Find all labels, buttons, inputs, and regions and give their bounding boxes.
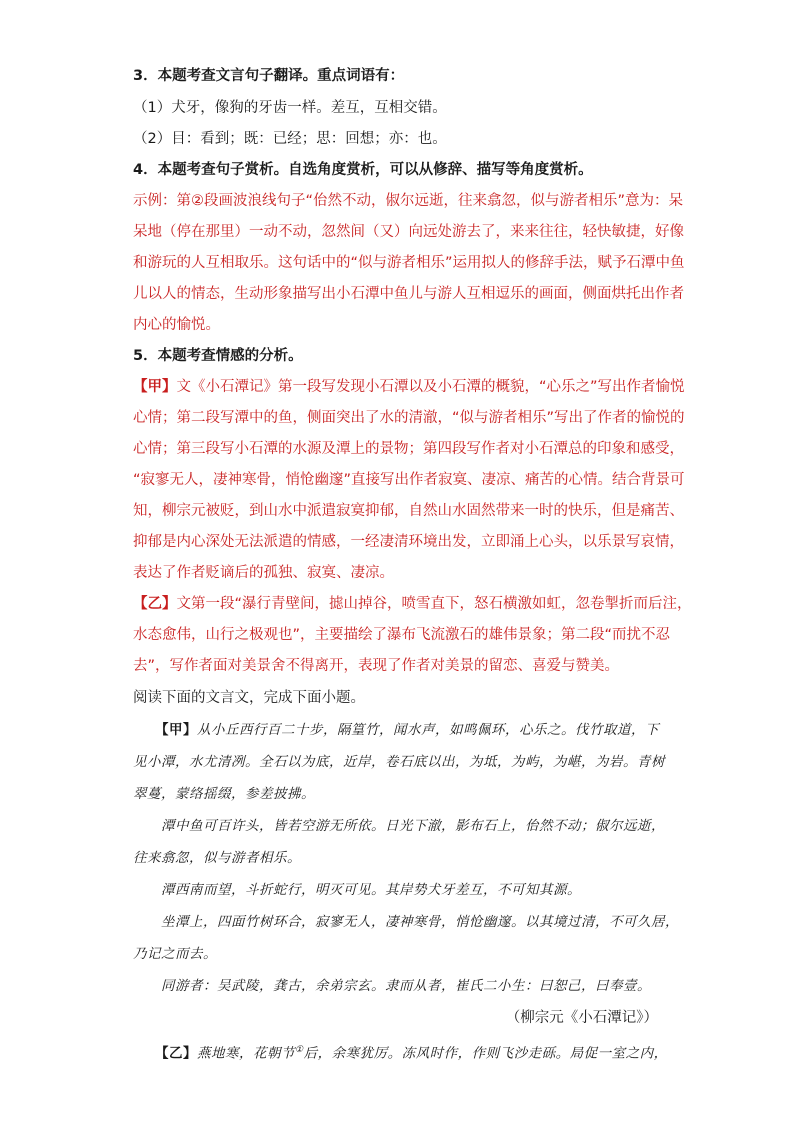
answer-3-item-1: （1）犬牙，像狗的牙齿一样。差互，互相交错。 <box>133 100 447 116</box>
answer-5-jia-line <box>133 377 685 397</box>
jia-label: 【甲】 <box>133 379 177 395</box>
reading-instruction: 阅读下面的文言文，完成下面小题。 <box>133 690 365 706</box>
answer-5-jia-line: 心情；第三段写小石潭的水源及潭上的景物；第四段写作者对小石潭总的印象和感受， <box>133 441 684 457</box>
passage-jia-line: 坐潭上，四面竹树环合，寂寥无人，凄神寒骨，悄怆幽邃。以其境过清，不可久居， <box>161 914 679 930</box>
passage-jia-line: 潭西南而望，斗折蛇行，明灭可见。其岸势犬牙差互，不可知其源。 <box>161 882 581 898</box>
answer-5-yi-line: 去”，写作者面对美景舍不得离开，表现了作者对美景的留恋、喜爱与赞美。 <box>133 658 620 674</box>
passage-jia-line: 翠蔓，蒙络摇缀，参差披拂。 <box>133 786 315 802</box>
yi-label: 【乙】 <box>133 596 177 612</box>
answer-5-jia-line: 知，柳宗元被贬，到山水中派遣寂寞抑郁，自然山水固然带来一时的快乐，但是痛苦、 <box>133 503 684 519</box>
footnote-marker: ① <box>295 1045 304 1055</box>
passage-jia-label: 【甲】 <box>155 722 197 738</box>
answer-5-yi-text: 文第一段“瀑行青壁间，摅山掉谷，喷雪直下，怒石横激如虹，忽卷掣折而后注， <box>176 596 692 612</box>
answer-3-item-2: （2）目：看到；既：已经；思：回想；亦：也。 <box>133 131 447 147</box>
answer-5-jia-line: 心情；第二段写潭中的鱼，侧面突出了水的清澈，“似与游者相乐”写出了作者的愉悦的 <box>133 410 685 426</box>
answer-4-heading: 4．本题考查句子赏析。自选角度赏析，可以从修辞、描写等角度赏析。 <box>133 162 593 178</box>
answer-5-jia-text: 文《小石潭记》第一段写发现小石潭以及小石潭的概貌，“心乐之”写出作者愉悦 <box>176 379 685 395</box>
passage-source: （柳宗元《小石潭记》） <box>505 1010 658 1026</box>
answer-5-jia-line: “寂寥无人，凄神寒骨，悄怆幽邃”直接写出作者寂寞、凄凉、痛苦的心情。结合背景可 <box>133 472 685 488</box>
passage-jia-line: 见小潭，水尤清冽。全石以为底，近岸，卷石底以出，为坻，为屿，为嵁，为岩。青树 <box>133 754 665 770</box>
answer-5-heading: 5．本题考查情感的分析。 <box>133 348 303 364</box>
passage-yi-label: 【乙】 <box>155 1045 197 1062</box>
passage-jia-line <box>155 720 668 740</box>
answer-4-example-line: 和游玩的人互相取乐。这句话中的“似与游者相乐”运用拟人的修辞手法，赋予石潭中鱼 <box>133 255 685 271</box>
passage-jia-line: 乃记之而去。 <box>133 946 217 962</box>
answer-4-example-line: 呆地（停在那里）一动不动，忽然间（又）向远处游去了，来来往往，轻快敏捷，好像 <box>133 224 684 240</box>
passage-jia-text: 从小丘西行百二十步，隔篁竹，闻水声，如鸣佩环，心乐之。伐竹取道，下 <box>197 722 659 738</box>
passage-yi-text-b: 后，余寒犹厉。冻风时作，作则飞沙走砾。局促一室之内， <box>303 1045 668 1062</box>
passage-yi-text-a: 燕地寒，花朝节 <box>197 1045 295 1062</box>
passage-yi-line <box>155 1040 668 1064</box>
answer-4-example-line: 内心的愉悦。 <box>133 317 220 333</box>
answer-4-example-line: 儿以人的情态，生动形象描写出小石潭中鱼儿与游人互相逗乐的画面，侧面烘托出作者 <box>133 286 684 302</box>
answer-3-heading: 3．本题考查文言句子翻译。重点词语有： <box>133 68 405 84</box>
passage-jia-line: 往来翕忽，似与游者相乐。 <box>133 850 301 866</box>
answer-4-example-line: 示例：第②段画波浪线句子“佁然不动，俶尔远逝，往来翕忽，似与游者相乐”意为：呆 <box>133 193 684 209</box>
answer-5-yi-line: 水态愈伟，山行之极观也”，主要描绘了瀑布飞流激石的雄伟景象；第二段“而扰不忍 <box>133 627 671 643</box>
passage-jia-line: 潭中鱼可百许头，皆若空游无所依。日光下澈，影布石上，佁然不动；俶尔远逝， <box>161 818 665 834</box>
passage-jia-line: 同游者：吴武陵，龚古，余弟宗玄。隶而从者，崔氏二小生：曰恕己，曰奉壹。 <box>161 978 651 994</box>
answer-5-jia-line: 表达了作者贬谪后的孤独、寂寞、凄凉。 <box>133 565 394 581</box>
answer-5-yi-line <box>133 594 692 614</box>
answer-5-jia-line: 抑郁是内心深处无法派遣的情感，一经凄清环境出发，立即涌上心头，以乐景写哀情， <box>133 534 684 550</box>
